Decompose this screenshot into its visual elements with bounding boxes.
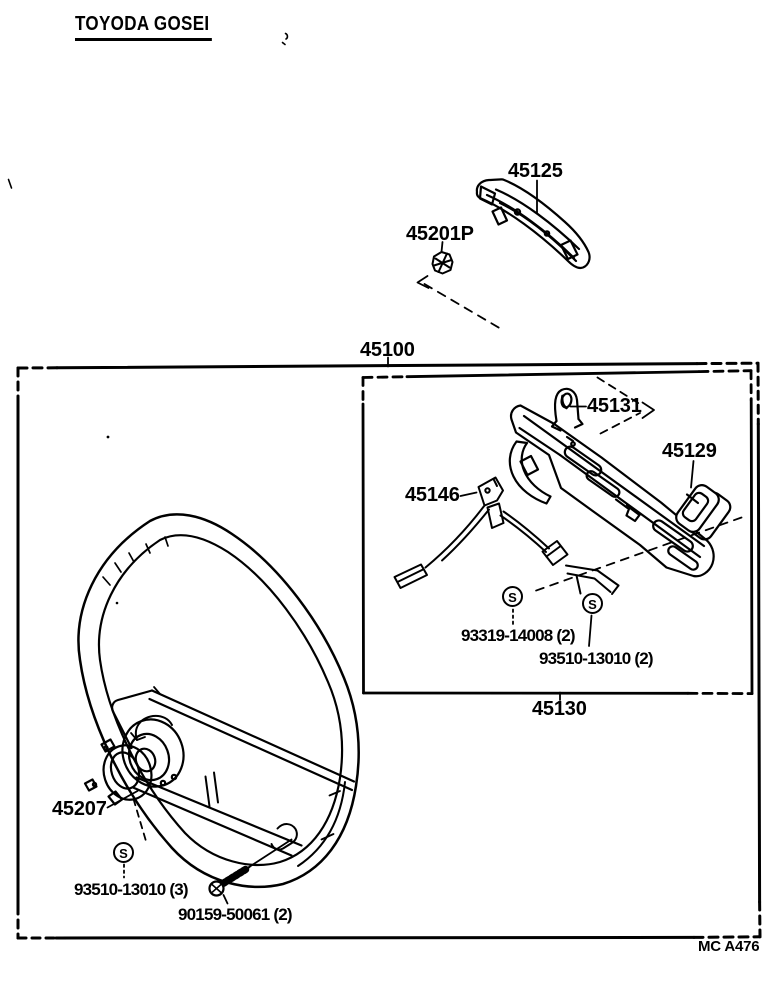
part-label-45131: 45131 <box>587 395 642 417</box>
steering-wheel-drawing <box>78 514 358 886</box>
part-label-90159-50061: 90159-50061 (2) <box>178 905 292 924</box>
part-label-93510-13010-3: 93510-13010 (3) <box>74 880 188 899</box>
mounting-screw-drawing <box>210 867 250 896</box>
part-label-45130: 45130 <box>532 698 587 720</box>
part-label-45129: 45129 <box>662 440 717 462</box>
screw-marker-1: S <box>502 586 523 607</box>
plate-code: MC A476 <box>698 938 760 955</box>
part-label-93510-13010-2: 93510-13010 (2) <box>539 649 653 668</box>
leader-lines <box>108 181 742 904</box>
stray-marks <box>9 34 288 605</box>
screw-marker-2: S <box>582 593 603 614</box>
horn-pad-drawing <box>477 179 590 268</box>
spring-clip-drawing <box>673 482 733 543</box>
screw-marker-3: S <box>113 842 134 863</box>
retainer-clip-drawing <box>552 389 583 431</box>
part-label-45146: 45146 <box>405 484 460 506</box>
pad-nut-drawing <box>433 252 453 274</box>
part-label-45201P: 45201P <box>406 223 474 245</box>
part-label-93319-14008: 93319-14008 (2) <box>461 626 575 645</box>
part-label-45125: 45125 <box>508 160 563 182</box>
horn-plate-drawing <box>510 406 714 577</box>
part-label-45100: 45100 <box>360 339 415 361</box>
brand-title: TOYODA GOSEI <box>75 14 212 41</box>
part-label-45207: 45207 <box>52 798 107 820</box>
